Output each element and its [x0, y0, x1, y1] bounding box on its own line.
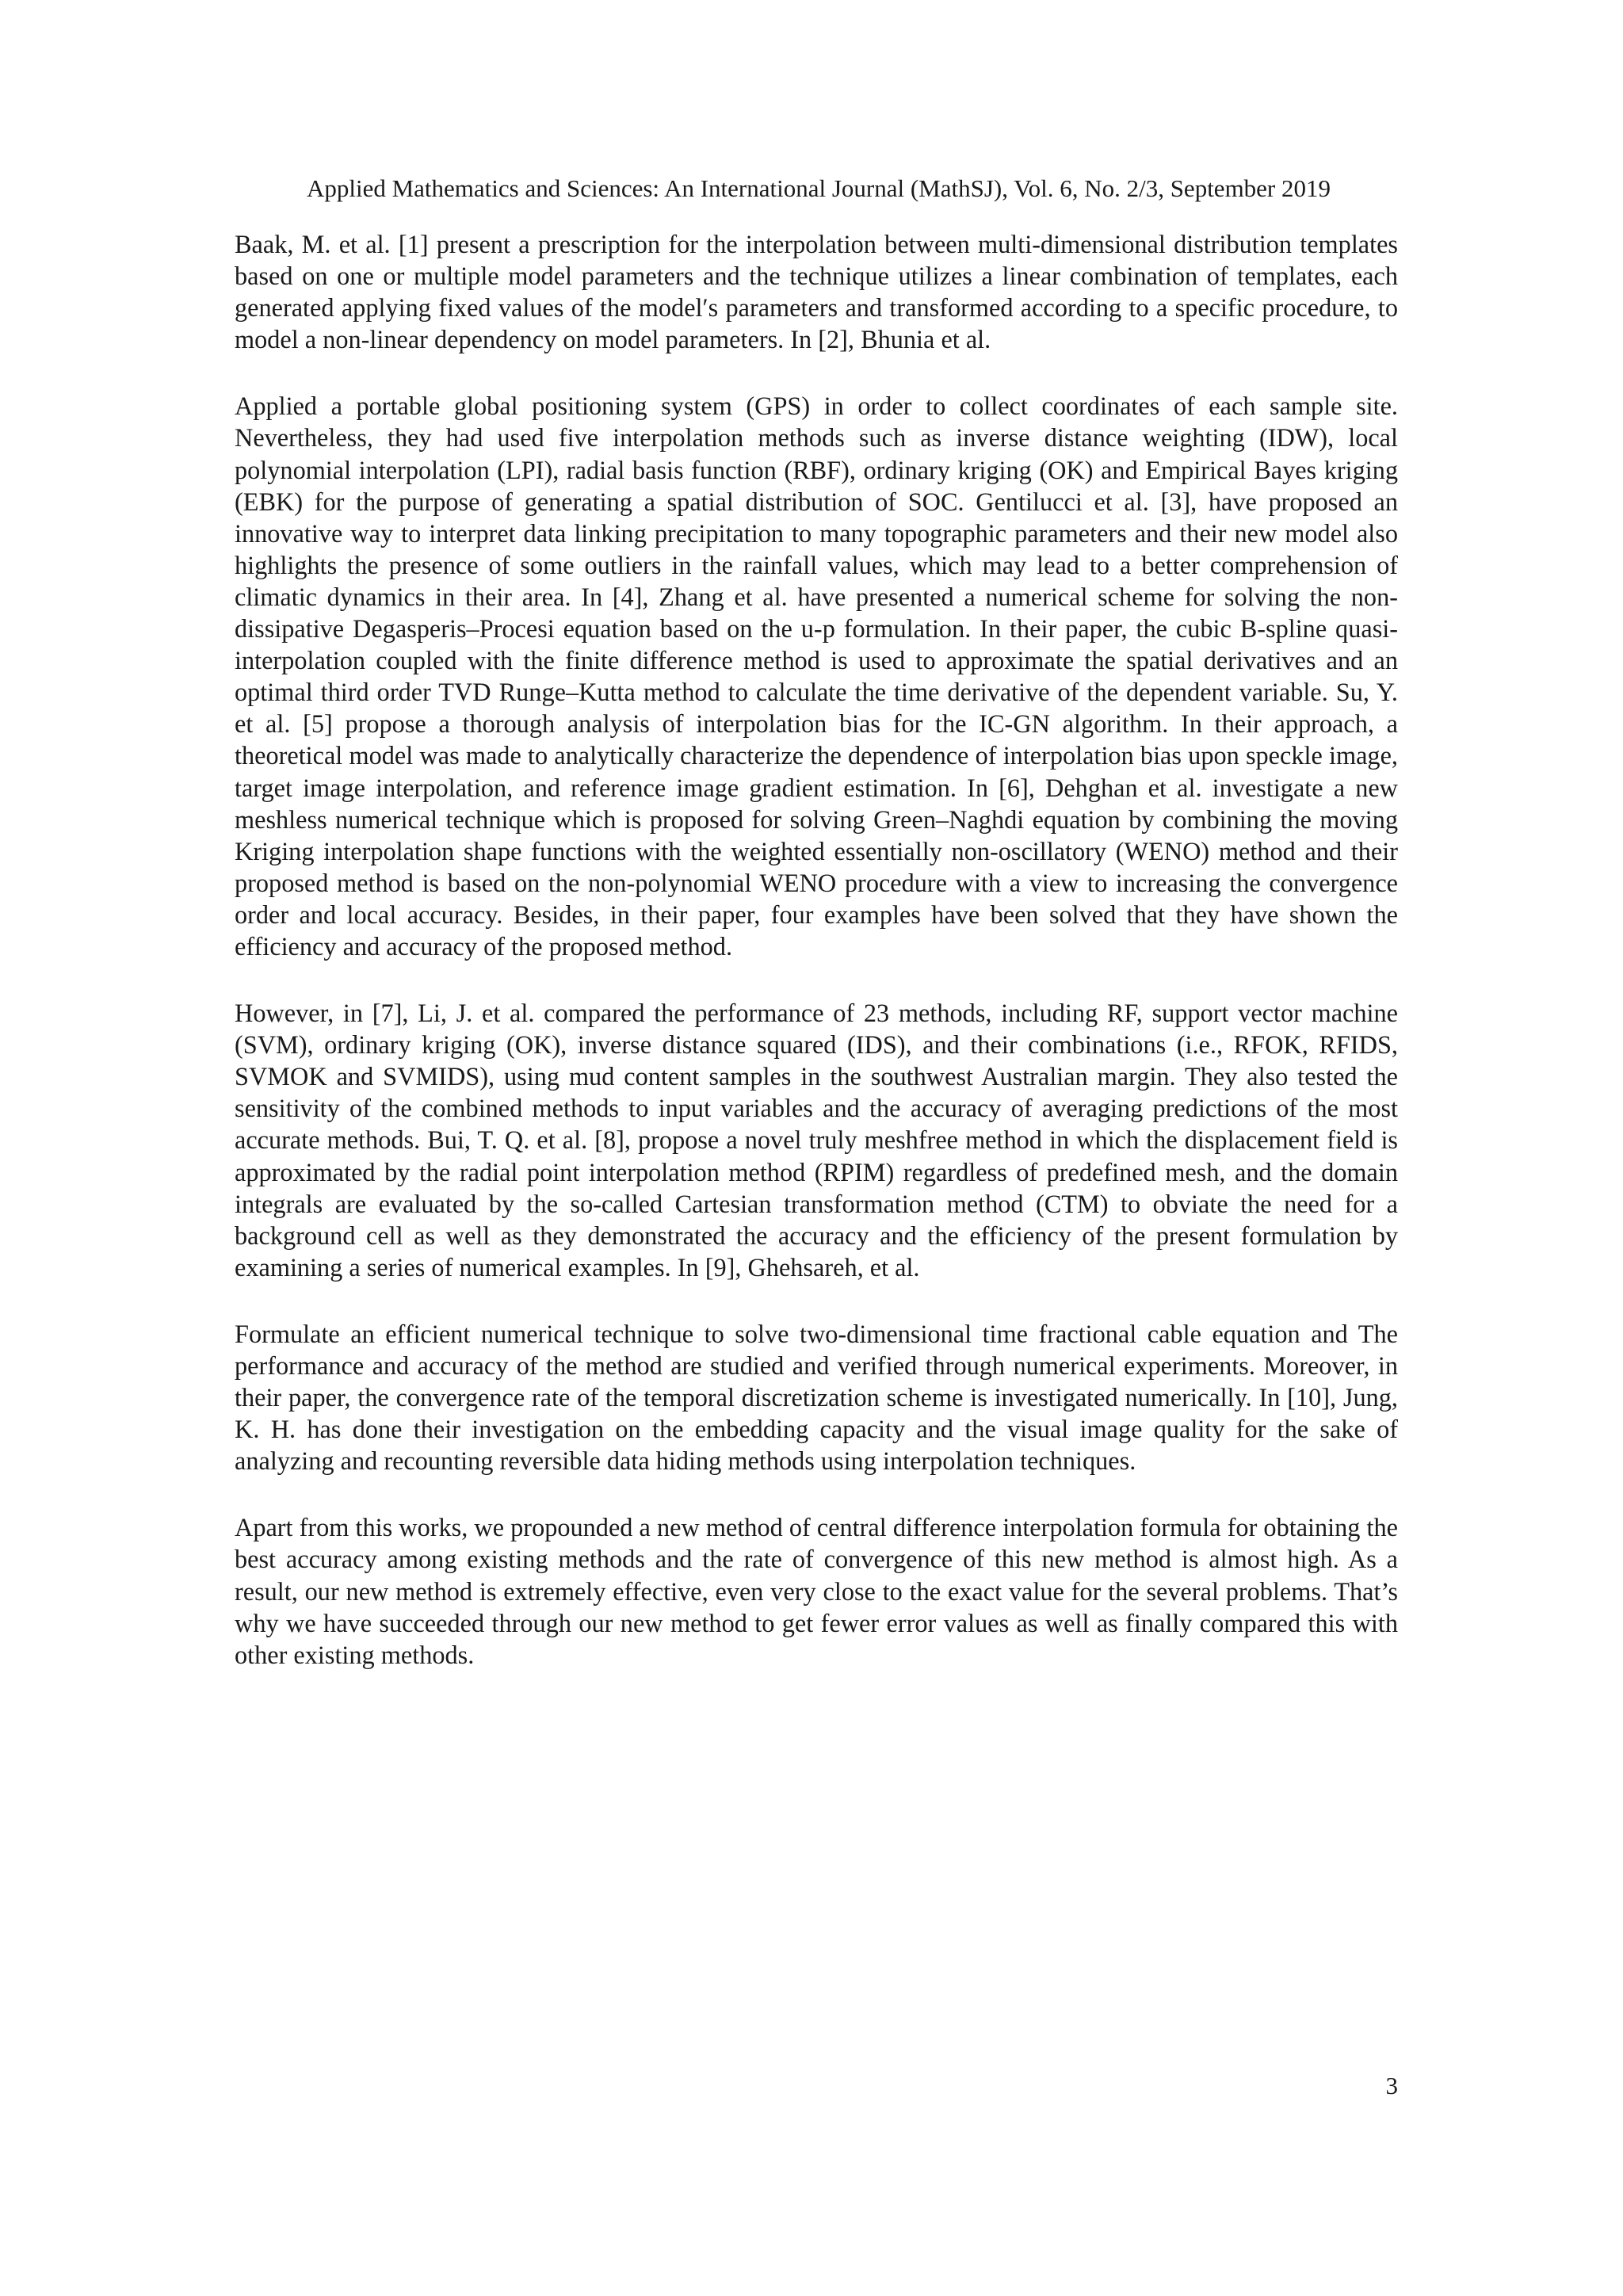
paragraph-1: Baak, M. et al. [1] present a prescription for the interpolation between multi-dimensional distribution templates based on one or multiple model parameters and the technique utilizes a linear combination of templates, each generated applying fixed values of the model′s parameters and transformed according to a specific procedure, to model a non-linear dependency on model parameters. In [2], Bhunia et al. — [235, 230, 1398, 354]
page-number: 3 — [1385, 2072, 1398, 2099]
running-header: Applied Mathematics and Sciences: An International Journal (MathSJ), Vol. 6, No. 2/3, September 2019 — [306, 174, 1331, 202]
body-text — [235, 228, 1398, 1706]
paragraph-3: However, in [7], Li, J. et al. compared the performance of 23 methods, including RF, support vector machine (SVM), ordinary kriging (OK), inverse distance squared (IDS), and their combinations (i.e., RFOK, RFIDS, SVMOK and SVMIDS), using mud content samples in the southwest Australian margin. They also tested the sensitivity of the combined methods to input variables and the accuracy of averaging predictions of the most accurate methods. Bui, T. Q. et al. [8], propose a novel truly meshfree method in which the displacement field is approximated by the radial point interpolation method (RPIM) regardless of predefined mesh, and the domain integrals are evaluated by the so-called Cartesian transformation method (CTM) to obviate the need for a background cell as well as they demonstrated the accuracy and the efficiency of the present formulation by examining a series of numerical examples. In [9], Ghehsareh, et al. — [235, 999, 1398, 1282]
paragraph-4: Formulate an efficient numerical technique to solve two-dimensional time fractional cable equation and The performance and accuracy of the method are studied and verified through numerical experiments. Moreover, in their paper, the convergence rate of the temporal discretization scheme is investigated numerically. In [10], Jung, K. H. has done their investigation on the embedding capacity and the visual image quality for the sake of analyzing and recounting reversible data hiding methods using interpolation techniques. — [235, 1319, 1398, 1476]
paragraph-2: Applied a portable global positioning system (GPS) in order to collect coordinates of each sample site. Nevertheless, they had used five interpolation methods such as inverse distance weighting (IDW), local polynomial interpolation (LPI), radial basis function (RBF), ordinary kriging (OK) and Empirical Bayes kriging (EBK) for the purpose of generating a spatial distribution of SOC. Gentilucci et al. [3], have proposed an innovative way to interpret data linking precipitation to many topographic parameters and their new model also highlights the presence of some outliers in the rainfall values, which may lead to a better comprehension of climatic dynamics in their area. In [4], Zhang et al. have presented a numerical scheme for solving the non-dissipative Degasperis–Procesi equation based on the u-p formulation. In their paper, the cubic B-spline quasi-interpolation coupled with the finite difference method is used to approximate the spatial derivatives and an optimal third order TVD Runge–Kutta method to calculate the time derivative of the dependent variable. Su, Y. et al. [5] propose a thorough analysis of interpolation bias for the IC-GN algorithm. In their approach, a theoretical model was made to analytically characterize the dependence of interpolation bias upon speckle image, target image interpolation, and reference image gradient estimation. In [6], Dehghan et al. investigate a new meshless numerical technique which is proposed for solving Green–Naghdi equation by combining the moving Kriging interpolation shape functions with the weighted essentially non-oscillatory (WENO) method and their proposed method is based on the non-polynomial WENO procedure with a view to increasing the convergence order and local accuracy. Besides, in their paper, four examples have been solved that they have shown the efficiency and accuracy of the proposed method. — [235, 392, 1398, 961]
paragraph-5: Apart from this works, we propounded a new method of central difference interpolation formula for obtaining the best accuracy among existing methods and the rate of convergence of this new method is almost high. As a result, our new method is extremely effective, even very close to the exact value for the several problems. That’s why we have succeeded through our new method to get fewer error values as well as finally compared this with other existing methods. — [235, 1513, 1398, 1669]
